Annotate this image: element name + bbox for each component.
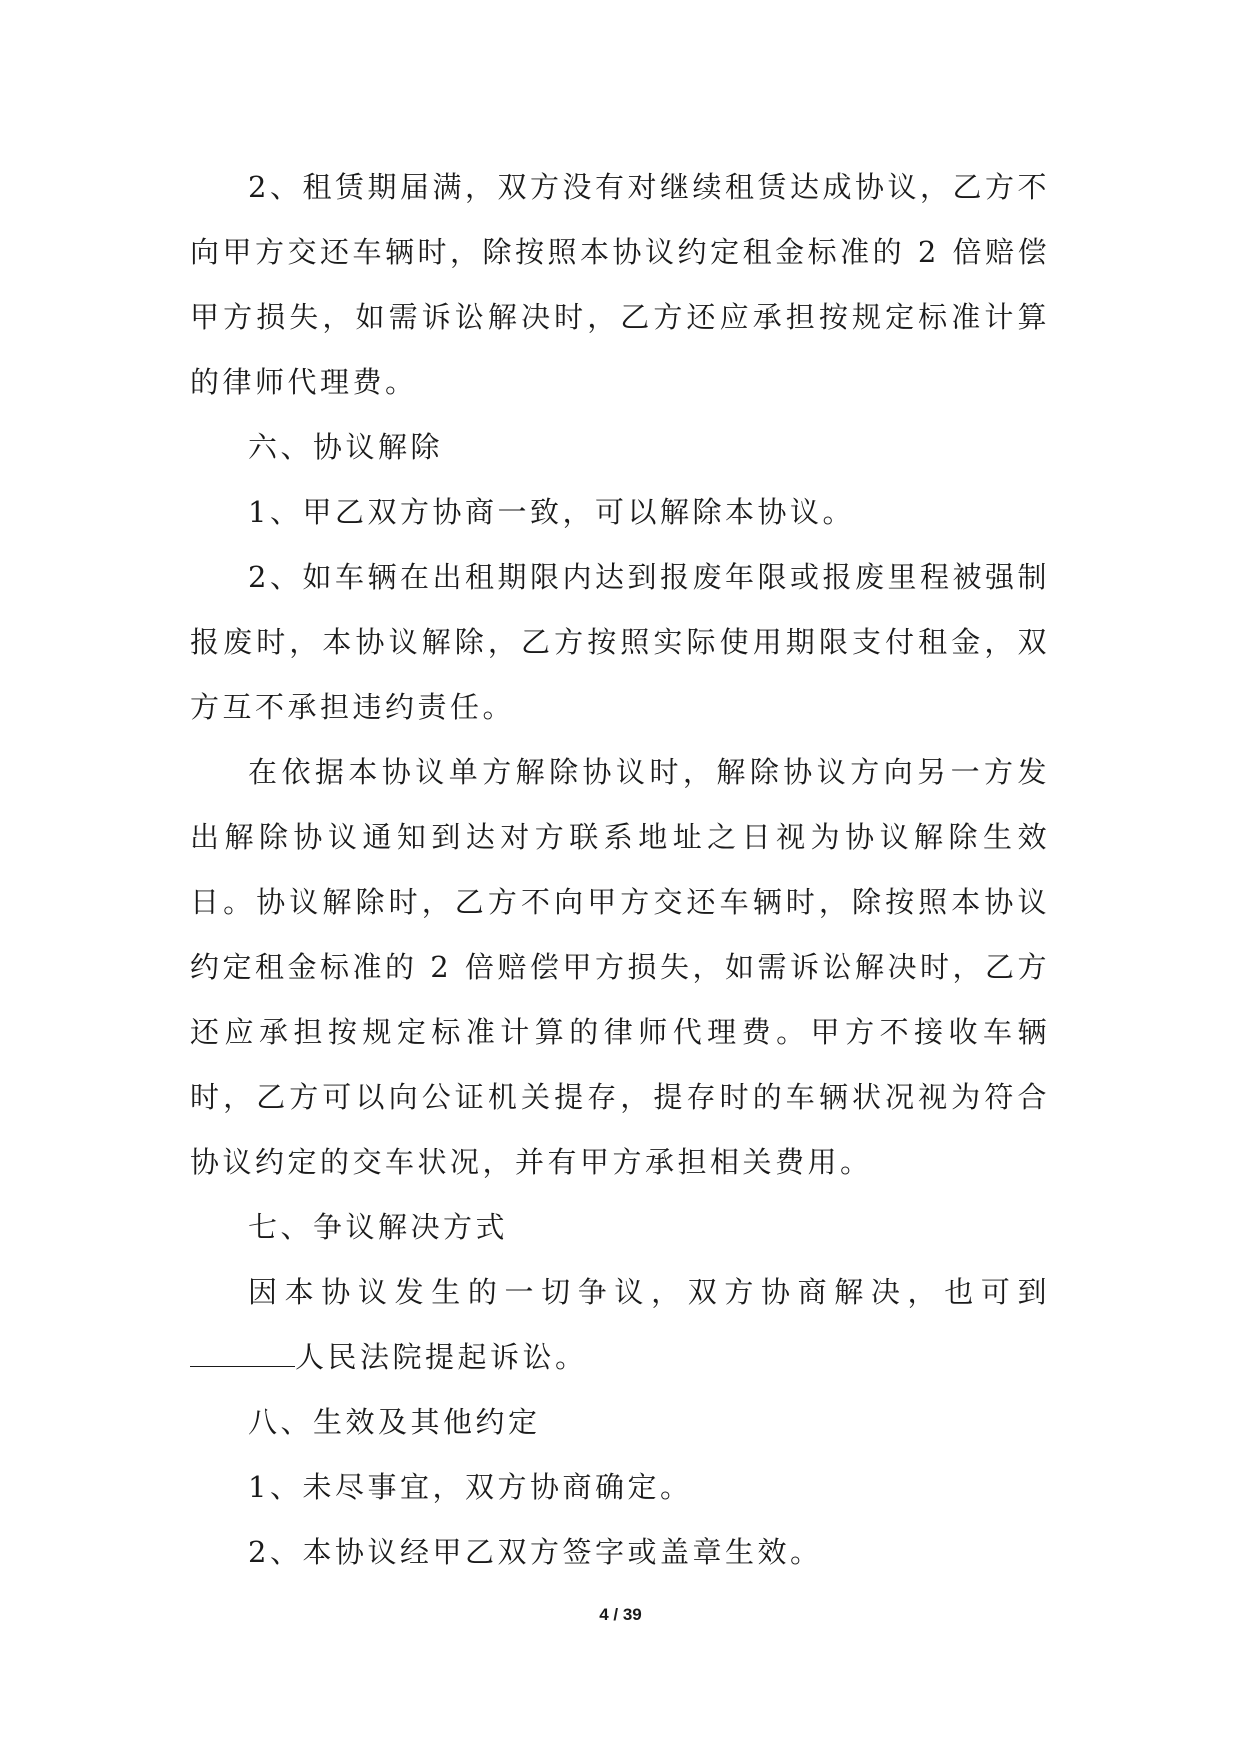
clause-text-before-blank: 因本协议发生的一切争议，双方协商解决，也可到 xyxy=(248,1275,1050,1309)
clause-paragraph: 1、甲乙双方协商一致，可以解除本协议。 xyxy=(248,495,855,529)
clause-paragraph: 在依据本协议单方解除协议时，解除协议方向另一方发出解除协议通知到达对方联系地址之日视为协议解除生效日。协议解除时，乙方不向甲方交还车辆时，除按照本协议约定租金标准的 2 倍赔偿甲方损失，如需诉讼解决时，乙方还应承担按规定标准计算的律师代理费。甲方不接收车辆时，乙方可以向公证机关提存，提存时的车辆状况视为符合协议约定的交车状况，并有甲方承担相关费用。 xyxy=(190,755,1050,1179)
clause-text-after-blank: 人民法院提起诉讼。 xyxy=(295,1340,588,1374)
clause-paragraph: 2、租赁期届满，双方没有对继续租赁达成协议，乙方不向甲方交还车辆时，除按照本协议约定租金标准的 2 倍赔偿甲方损失，如需诉讼解决时，乙方还应承担按规定标准计算的律师代理费。 xyxy=(190,170,1050,399)
section-heading: 八、生效及其他约定 xyxy=(248,1405,541,1439)
clause-paragraph: 2、本协议经甲乙双方签字或盖章生效。 xyxy=(248,1535,823,1569)
page-number: 4 / 39 xyxy=(599,1605,642,1624)
clause-paragraph: 1、未尽事宜，双方协商确定。 xyxy=(248,1470,693,1504)
section-heading: 七、争议解决方式 xyxy=(248,1210,509,1244)
clause-paragraph-with-blank xyxy=(190,1260,1050,1390)
clause-paragraph: 2、如车辆在出租期限内达到报废年限或报废里程被强制报废时，本协议解除，乙方按照实际使用期限支付租金，双方互不承担违约责任。 xyxy=(190,560,1050,724)
document-body xyxy=(190,155,1050,1585)
section-heading: 六、协议解除 xyxy=(248,430,444,464)
fill-in-blank-line xyxy=(190,1340,295,1367)
